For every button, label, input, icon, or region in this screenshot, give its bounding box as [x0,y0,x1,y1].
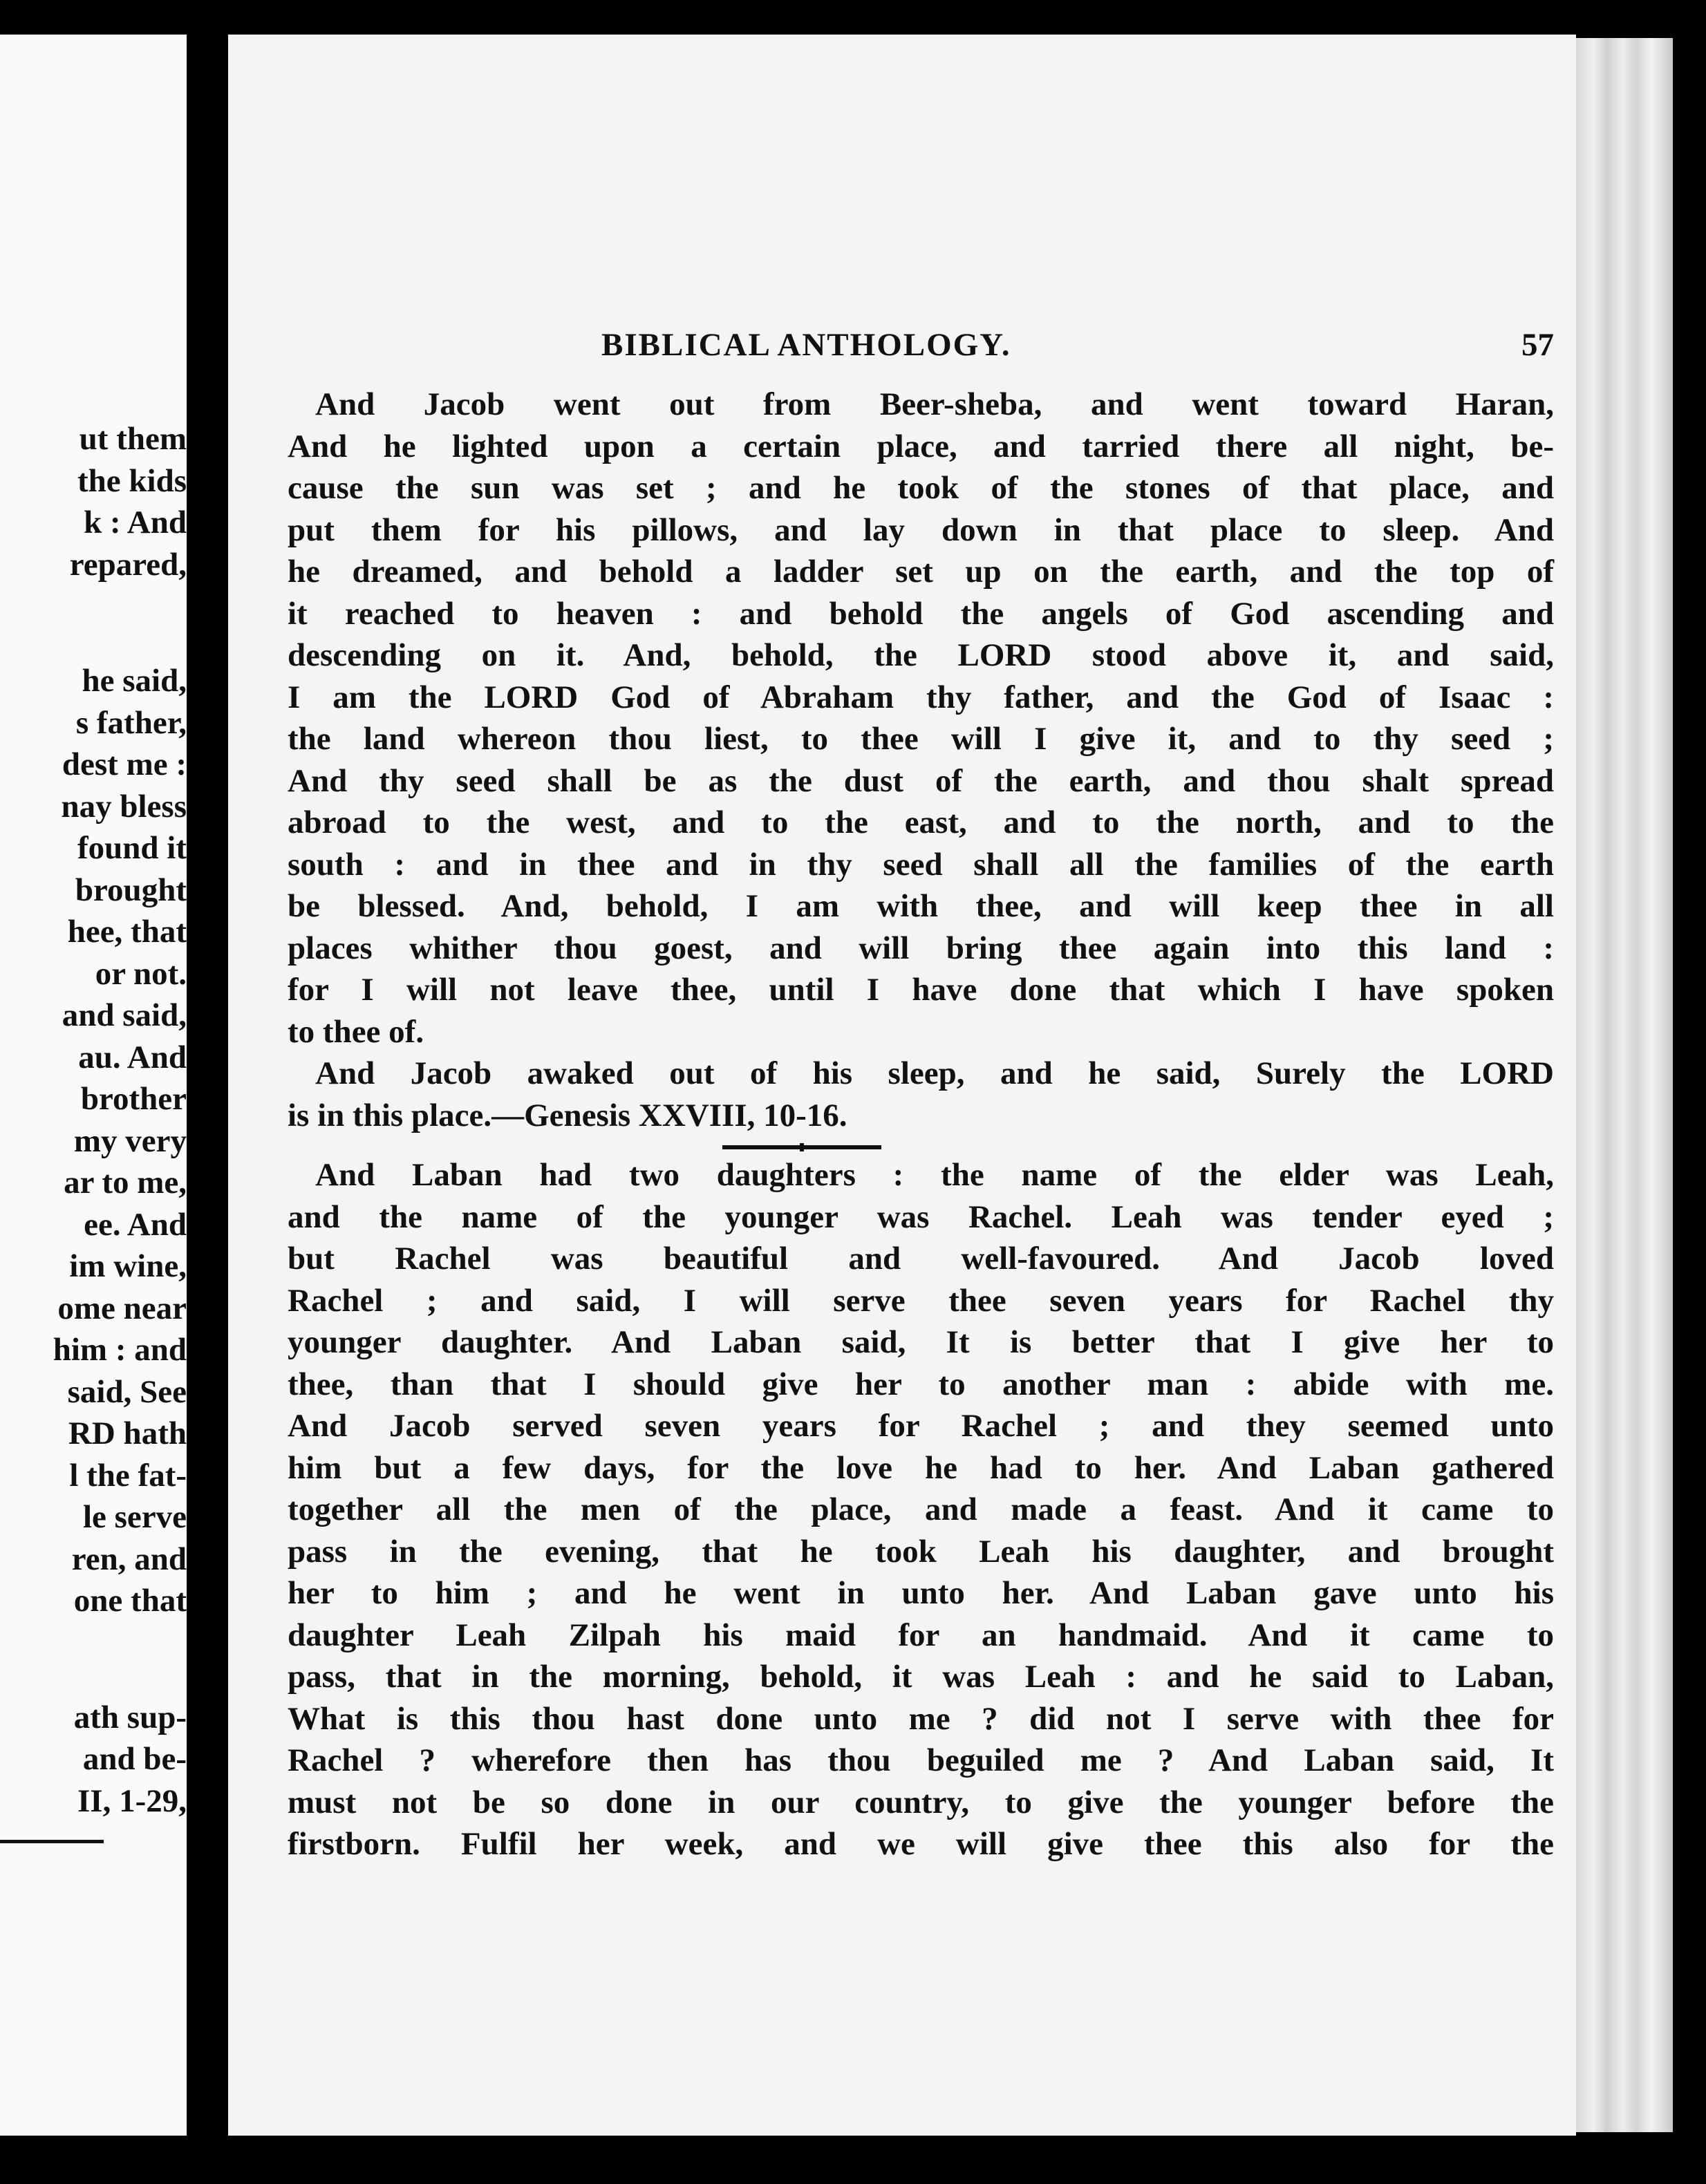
facing-line: one that [73,1583,187,1619]
facing-line: k : And [84,505,187,540]
facing-page-text [0,418,187,1822]
facing-line: II, 1-29, [77,1782,187,1819]
text-line: And Jacob went out from Beer-sheba, and went toward Haran, [315,386,1554,422]
text-line: for I will not leave thee, until I have done that which I have spoken [288,972,1554,1008]
facing-line: or not. [95,955,187,992]
text-line: And he lighted upon a certain place, and tarried there all night, be- [288,428,1554,464]
facing-line: brought [75,872,187,908]
text-line: he dreamed, and behold a ladder set up on the earth, and the top of [288,554,1554,590]
facing-line: ome near [57,1290,187,1326]
text-line: And Jacob served seven years for Rachel ; and they seemed unto [288,1408,1554,1444]
text-line: together all the men of the place, and made a feast. And it came to [288,1491,1554,1527]
text-line: be blessed. And, behold, I am with thee, and will keep thee in all [288,888,1554,924]
running-head [228,326,1576,375]
text-line: places whither thou goest, and will bring thee again into this land : [288,930,1554,966]
facing-line: brother [80,1081,187,1117]
text-line: pass, that in the morning, behold, it was Leah : and he said to Laban, [288,1659,1554,1695]
text-line: but Rachel was beautiful and well-favoured. And Jacob loved [288,1241,1554,1277]
facing-line: l the fat- [69,1457,187,1494]
text-line: to thee of. [288,1013,424,1050]
text-line: the land whereon thou liest, to thee will I give it, and to thy seed ; [288,721,1554,757]
text-line: I am the LORD God of Abraham thy father, and the God of Isaac : [288,679,1554,715]
text-line: and the name of the younger was Rachel. Leah was tender eyed ; [288,1198,1554,1235]
facing-line: ar to me, [64,1165,187,1201]
facing-page-fragment [0,35,187,2136]
facing-line: him : and [53,1332,187,1368]
text-line: cause the sun was set ; and he took of the stones of that place, and [288,470,1554,506]
text-line: it reached to heaven : and behold the angels of God ascending and [288,595,1554,632]
text-line: pass in the evening, that he took Leah his daughter, and brought [288,1533,1554,1570]
facing-line: ee. And [84,1206,187,1243]
facing-line: the kids [77,462,187,499]
facing-line: ut them [79,421,187,457]
passage-genesis-29 [288,1154,1554,1865]
facing-line-gap [0,585,187,660]
text-line: And Laban had two daughters : the name of the elder was Leah, [315,1157,1554,1193]
text-line: her to him ; and he went in unto her. And Laban gave unto his [288,1575,1554,1611]
facing-line: said, See [67,1373,187,1410]
text-line: descending on it. And, behold, the LORD stood above it, and said, [288,637,1554,673]
facing-line: dest me : [62,746,187,782]
text-line: Rachel ; and said, I will serve thee seven years for Rachel thy [288,1282,1554,1319]
facing-section-rule [0,1840,104,1843]
text-line: is in this place.—Genesis XXVIII, 10-16. [288,1097,847,1133]
facing-line: ren, and [71,1541,187,1577]
section-divider [722,1145,881,1149]
facing-line: RD hath [68,1415,187,1451]
facing-line: s father, [75,704,187,741]
facing-line: im wine, [69,1248,187,1284]
facing-line: found it [77,830,187,866]
text-line: abroad to the west, and to the east, and to the north, and to the [288,804,1554,840]
facing-line: hee, that [67,914,187,950]
text-line: And Jacob awaked out of his sleep, and he said, Surely the LORD [315,1055,1554,1091]
text-line: daughter Leah Zilpah his maid for an handmaid. And it came to [288,1617,1554,1653]
text-line: What is this thou hast done unto me ? did not I serve with thee for [288,1700,1554,1737]
text-line: south : and in thee and in thy seed shall all the families of the earth [288,846,1554,883]
facing-line: repared, [69,546,187,583]
facing-line: he said, [82,663,187,699]
facing-line: and said, [62,997,187,1033]
book-page [228,35,1576,2136]
facing-line: le serve [82,1499,187,1535]
facing-line: ath sup- [73,1699,187,1735]
text-line: firstborn. Fulfil her week, and we will give thee this also for the [288,1826,1554,1862]
facing-line: au. And [78,1039,187,1075]
text-line: put them for his pillows, and lay down in that place to sleep. And [288,511,1554,548]
facing-line-gap [0,1622,187,1697]
passage-genesis-28 [288,384,1554,1136]
facing-line: and be- [82,1741,187,1777]
facing-line: my very [73,1122,187,1159]
text-line: And thy seed shall be as the dust of the earth, and thou shalt spread [288,762,1554,799]
running-title: BIBLICAL ANTHOLOGY. [601,327,1011,363]
text-line: Rachel ? wherefore then has thou beguiled me ? And Laban said, It [288,1742,1554,1778]
page-stack-edge [1576,38,1673,2132]
text-line: younger daughter. And Laban said, It is better that I give her to [288,1324,1554,1360]
text-line: must not be so done in our country, to give the younger before the [288,1784,1554,1820]
text-line: thee, than that I should give her to another man : abide with me. [288,1366,1554,1402]
facing-line: nay bless [61,788,187,825]
text-line: him but a few days, for the love he had to her. And Laban gathered [288,1449,1554,1486]
page-number: 57 [1521,327,1554,363]
